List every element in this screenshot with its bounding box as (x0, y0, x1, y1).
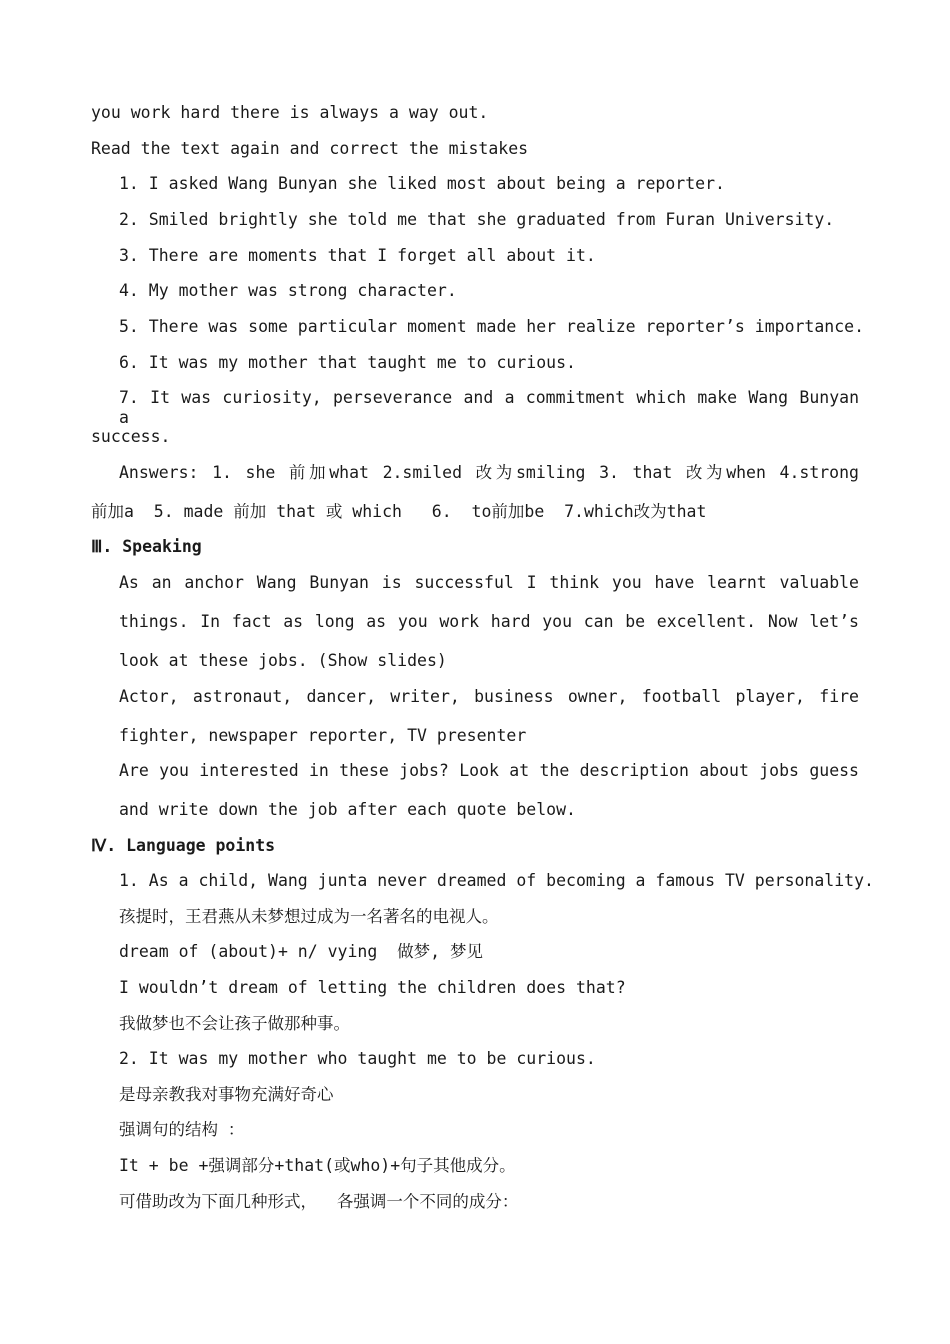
paragraph-line: 孩提时，王君燕从未梦想过成为一名著名的电视人。 (119, 907, 499, 926)
paragraph-line: 是母亲教我对事物充满好奇心 (119, 1085, 334, 1104)
exercise-item: 5. There was some particular moment made her realize reporter’s importance. (119, 317, 865, 336)
paragraph-line: fighter, newspaper reporter, TV presenter (119, 726, 527, 745)
paragraph-line: things. In fact as long as you work hard you can be excellent. Now let’s (119, 612, 859, 631)
paragraph-line: Actor, astronaut, dancer, writer, business owner, football player, fire (119, 687, 859, 706)
paragraph-line: As an anchor Wang Bunyan is successful I think you have learnt valuable (119, 573, 859, 592)
paragraph-line: 1. As a child, Wang junta never dreamed of becoming a famous TV personality. (119, 871, 874, 890)
section-heading-language-points: Ⅳ. Language points (91, 836, 276, 855)
paragraph-line: dream of (about)+ n/ vying 做梦, 梦见 (119, 942, 484, 961)
paragraph-line: 强调句的结构 ： (119, 1120, 245, 1139)
exercise-item: 4. My mother was strong character. (119, 281, 457, 300)
paragraph-line: 可借助改为下面几种形式， 各强调一个不同的成分： (119, 1192, 519, 1211)
exercise-item: 6. It was my mother that taught me to curious. (119, 353, 576, 372)
answers-line: Answers: 1. she 前加what 2.smiled 改为smiling 3. that 改为when 4.strong (119, 463, 859, 482)
paragraph-line: Are you interested in these jobs? Look at the description about jobs guess (119, 761, 859, 780)
paragraph-line: look at these jobs. (Show slides) (119, 651, 447, 670)
text-line: success. (91, 427, 171, 446)
paragraph-line: I wouldn’t dream of letting the children does that? (119, 978, 626, 997)
exercise-item: 7. It was curiosity, perseverance and a commitment which make Wang Bunyan a (119, 388, 859, 427)
paragraph-line: and write down the job after each quote below. (119, 800, 576, 819)
exercise-item: 3. There are moments that I forget all about it. (119, 246, 596, 265)
paragraph-line: It + be +强调部分+that(或who)+句子其他成分。 (119, 1156, 516, 1175)
text-line: you work hard there is always a way out. (91, 103, 489, 122)
answers-line: 前加a 5. made 前加 that 或 which 6. to前加be 7.which改为that (91, 502, 707, 521)
section-heading-speaking: Ⅲ. Speaking (91, 537, 202, 556)
exercise-instruction: Read the text again and correct the mistakes (91, 139, 529, 158)
paragraph-line: 我做梦也不会让孩子做那种事。 (119, 1014, 350, 1033)
paragraph-line: 2. It was my mother who taught me to be curious. (119, 1049, 596, 1068)
exercise-item: 2. Smiled brightly she told me that she graduated from Furan University. (119, 210, 835, 229)
exercise-item: 1. I asked Wang Bunyan she liked most about being a reporter. (119, 174, 725, 193)
